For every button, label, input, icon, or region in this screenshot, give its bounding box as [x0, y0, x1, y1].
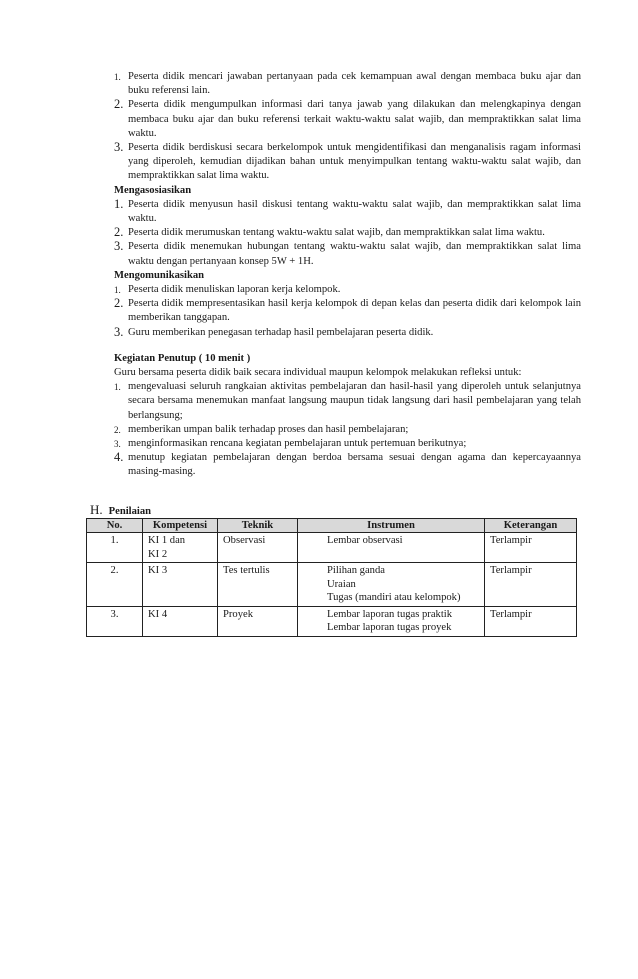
cell-instrumen: Lembar laporan tugas praktik Lembar laporan tugas proyek	[298, 606, 485, 636]
checkbox-icon	[303, 591, 327, 605]
header-kompetensi: Kompetensi	[143, 519, 218, 533]
checkbox-icon	[303, 534, 327, 548]
list-item: 1. Peserta didik menyusun hasil diskusi tentang waktu-waktu salat wajib, dan mempraktikkan salat lima waktu.	[114, 196, 581, 225]
cell-teknik: Observasi	[218, 533, 298, 563]
cell-no: 1.	[87, 533, 143, 563]
cell-keterangan: Terlampir	[485, 533, 577, 563]
list-item: 3. menginformasikan rencana kegiatan pembelajaran untuk pertemuan berikutnya;	[114, 438, 467, 450]
cell-kompetensi: KI 4	[143, 606, 218, 636]
cell-instrumen: Pilihan ganda Uraian Tugas (mandiri atau kelompok)	[298, 563, 485, 607]
checkbox-icon	[303, 608, 327, 622]
cell-keterangan: Terlampir	[485, 606, 577, 636]
penutup-heading: Kegiatan Penutup ( 10 menit )	[114, 352, 251, 364]
list-item: 4. menutup kegiatan pembelajaran dengan berdoa bersama sesuai dengan agama dan kepercayaannya masing-masing.	[114, 450, 581, 478]
cell-no: 3.	[87, 606, 143, 636]
cell-teknik: Tes tertulis	[218, 563, 298, 607]
cell-keterangan: Terlampir	[485, 563, 577, 607]
header-no: No.	[87, 519, 143, 533]
section-title: Penilaian	[108, 506, 152, 517]
header-keterangan: Keterangan	[485, 519, 577, 533]
table-row	[87, 606, 577, 636]
list-item: 2. Peserta didik mempresentasikan hasil kerja kelompok di depan kelas dan peserta didik dari kelompok lain memberikan tanggapan.	[114, 296, 581, 324]
list-item: 3. Peserta didik menemukan hubungan tentang waktu-waktu salat wajib, dan mempraktikkan salat lima waktu dengan pertanyaan konsep 5W + 1H.	[114, 239, 581, 267]
mengasosiasikan-heading: Mengasosiasikan	[114, 184, 192, 196]
header-teknik: Teknik	[218, 519, 298, 533]
table-header-row	[87, 519, 577, 533]
cell-no: 2.	[87, 563, 143, 607]
list-item: 3. Peserta didik berdiskusi secara berkelompok untuk mengidentifikasi dan menganalisis ragam informasi yang diperoleh, kemudian dijadikan bahan untuk menyimpulkan tentang waktu-waktu salat wajib, dan mempraktikkan salat lima waktu.	[114, 140, 581, 182]
inti-activity-list	[114, 70, 581, 184]
list-item: 2. memberikan umpan balik terhadap proses dan hasil pembelajaran;	[114, 423, 409, 435]
list-item: 2. Peserta didik mengumpulkan informasi dari tanya jawab yang dilakukan dan melengkapinya dengan membaca buku ajar dan buku referensi terkait waktu-waktu salat wajib, dan mempraktikkan salat lima waktu.	[114, 97, 581, 139]
list-item: 1. Peserta didik menuliskan laporan kerja kelompok.	[114, 284, 341, 296]
list-item: 3. Guru memberikan penegasan terhadap hasil pembelajaran peserta didik.	[114, 324, 434, 339]
mengomunikasikan-heading: Mengomunikasikan	[114, 269, 205, 281]
penilaian-table	[86, 518, 577, 637]
list-item: 1. Peserta didik mencari jawaban pertanyaan pada cek kemampuan awal dengan membaca buku ajar dan buku referensi lain.	[114, 71, 581, 97]
mengasosiasikan-list	[114, 198, 581, 269]
checkbox-icon	[303, 621, 327, 635]
penilaian-heading	[90, 503, 151, 519]
checkbox-icon	[303, 578, 327, 592]
cell-kompetensi: KI 3	[143, 563, 218, 607]
checkbox-icon	[303, 564, 327, 578]
penutup-list	[114, 380, 581, 479]
lesson-plan-body	[114, 70, 581, 480]
table-row	[87, 563, 577, 607]
penutup-intro: Guru bersama peserta didik baik secara individual maupun kelompok melakukan refleksi untuk:	[114, 367, 522, 379]
cell-kompetensi: KI 1 dan KI 2	[143, 533, 218, 563]
section-letter: H.	[90, 502, 103, 517]
list-item: 1. mengevaluasi seluruh rangkaian aktivitas pembelajaran dan hasil-hasil yang diperoleh untuk selanjutnya secara bersama menemukan manfaat langsung maupun tidak langsung dari hasil pembelajaran yang telah berlangsung;	[114, 381, 581, 421]
header-instrumen: Instrumen	[298, 519, 485, 533]
table-row	[87, 533, 577, 563]
cell-teknik: Proyek	[218, 606, 298, 636]
cell-instrumen: Lembar observasi	[298, 533, 485, 563]
mengomunikasikan-list	[114, 283, 581, 340]
list-item: 2. Peserta didik merumuskan tentang waktu-waktu salat wajib, dan mempraktikkan salat lima waktu.	[114, 225, 545, 240]
